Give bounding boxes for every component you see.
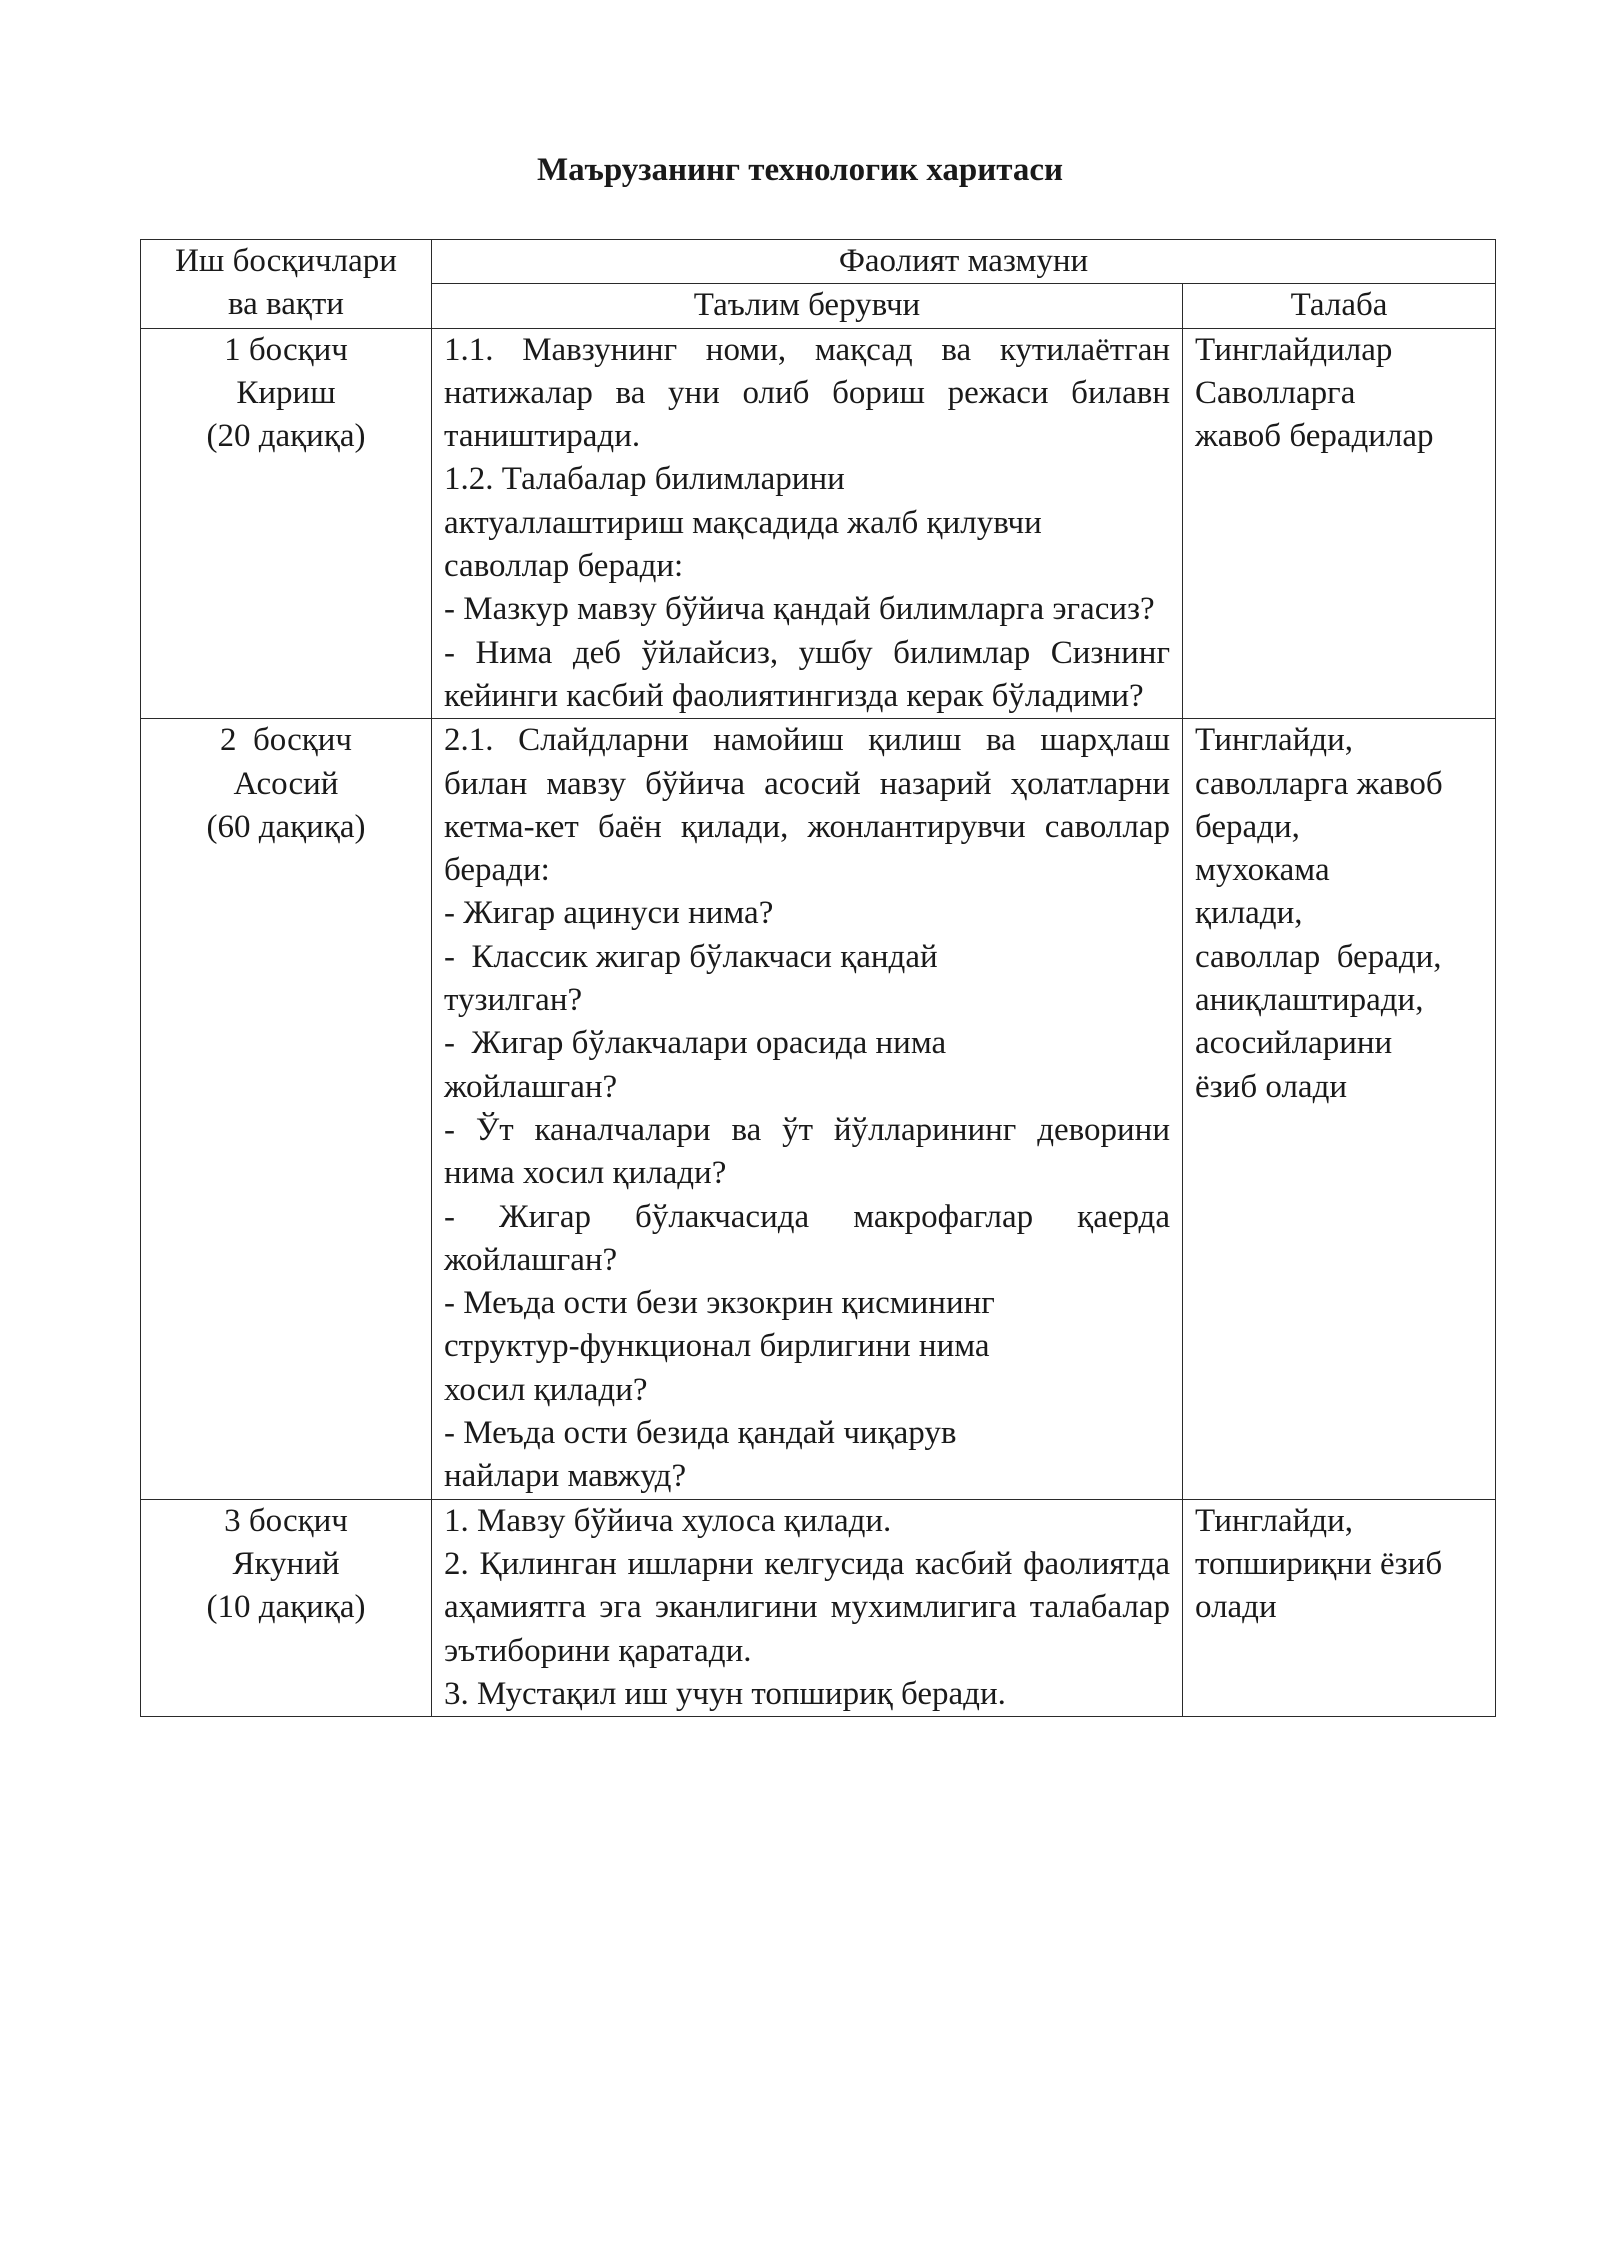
student-item: саволлар беради, xyxy=(1195,938,1442,975)
stage-number: 1 босқич xyxy=(224,331,348,368)
teacher-question: жойлашган? xyxy=(444,1068,618,1105)
teacher-item: 1. Мавзу бўйича хулоса қилади. xyxy=(444,1502,892,1539)
stage-name: Кириш xyxy=(236,374,336,411)
stage-cell xyxy=(141,328,432,719)
student-item: Саволларга xyxy=(1195,374,1356,411)
student-item: асосийларини xyxy=(1195,1025,1393,1062)
table-row xyxy=(141,719,1496,1499)
table-row xyxy=(141,328,1496,719)
header-stage-line-2: ва вақти xyxy=(228,286,344,323)
teacher-item: 2. Қилинган ишларни келгусида касбий фаолиятда аҳамиятга эга эканлигини мухимлигига талабалар эътиборини қаратади. xyxy=(444,1545,1170,1669)
stage-name: Асосий xyxy=(233,765,339,802)
technology-map-table xyxy=(140,239,1496,1717)
student-item: Тинглайдилар xyxy=(1195,331,1393,368)
header-teacher-cell: Таълим берувчи xyxy=(432,284,1183,328)
student-item: Тинглайди, xyxy=(1195,1502,1353,1539)
teacher-question: тузилган? xyxy=(444,982,583,1019)
student-item: қилади, xyxy=(1195,895,1303,932)
stage-cell xyxy=(141,719,432,1499)
student-cell xyxy=(1183,1499,1496,1716)
teacher-item: 3. Мустақил иш учун топшириқ беради. xyxy=(444,1675,1006,1712)
teacher-item: 1.2. Талабалар билимларини xyxy=(444,461,845,498)
header-student-cell: Талаба xyxy=(1183,284,1496,328)
stage-number: 2 босқич xyxy=(219,722,353,759)
student-item: жавоб берадилар xyxy=(1195,418,1434,455)
teacher-item: 2.1. Слайдларни намойиш қилиш ва шарҳлаш билан мавзу бўйича асосий назарий ҳолатларни кетма-кет баён қилади, жонлантирувчи саволлар беради: xyxy=(444,722,1170,889)
table-row xyxy=(141,1499,1496,1716)
student-item: ёзиб олади xyxy=(1195,1068,1348,1105)
student-cell xyxy=(1183,719,1496,1499)
teacher-question: - Мазкур мавзу бўйича қандай билимларга эгасиз? xyxy=(444,591,1155,628)
header-activity-cell: Фаолият мазмуни xyxy=(432,240,1496,284)
teacher-item: 1.1. Мавзунинг номи, мақсад ва кутилаётган натижалар ва уни олиб бориш режаси билавн таништиради. xyxy=(444,331,1170,455)
teacher-question: хосил қилади? xyxy=(444,1371,648,1408)
student-item: олади xyxy=(1195,1589,1277,1626)
student-item: Тинглайди, xyxy=(1195,722,1353,759)
teacher-item: актуаллаштириш мақсадида жалб қилувчи xyxy=(444,504,1042,541)
page-title: Маърузанинг технологик харитаси xyxy=(536,152,1064,188)
teacher-question: - Жигар ацинуси нима? xyxy=(444,895,774,932)
teacher-cell xyxy=(432,328,1183,719)
header-stage-cell xyxy=(141,240,432,329)
stage-duration: (60 дақиқа) xyxy=(206,808,366,845)
stage-duration: (10 дақиқа) xyxy=(206,1589,366,1626)
teacher-question: найлари мавжуд? xyxy=(444,1458,687,1495)
stage-name: Якуний xyxy=(232,1545,340,1582)
teacher-question: - Ўт каналчалари ва ўт йўлларининг деворини нима хосил қилади? xyxy=(444,1111,1170,1192)
teacher-question: - Нима деб ўйлайсиз, ушбу билимлар Сизнинг кейинги касбий фаолиятингизда керак бўладими? xyxy=(444,634,1170,714)
stage-duration: (20 дақиқа) xyxy=(206,418,366,455)
student-item: топшириқни ёзиб xyxy=(1195,1545,1443,1582)
student-item: аниқлаштиради, xyxy=(1195,982,1424,1019)
student-item: беради, xyxy=(1195,808,1300,845)
teacher-question: структур-функционал бирлигини нима xyxy=(444,1328,990,1365)
stage-number: 3 босқич xyxy=(224,1502,348,1539)
teacher-item: саволлар беради: xyxy=(444,548,684,585)
teacher-question: - Жигар бўлакчалари орасида нима xyxy=(444,1025,947,1062)
student-cell xyxy=(1183,328,1496,719)
teacher-cell xyxy=(432,719,1183,1499)
student-item: саволларга жавоб xyxy=(1195,765,1443,802)
teacher-cell xyxy=(432,1499,1183,1716)
teacher-question: - Меъда ости безида қандай чиқарув xyxy=(444,1415,957,1452)
teacher-question: - Жигар бўлакчасида макрофаглар қаерда жойлашган? xyxy=(444,1198,1170,1278)
teacher-question: - Меъда ости бези экзокрин қисмининг xyxy=(444,1285,995,1322)
teacher-question: - Классик жигар бўлакчаси қандай xyxy=(444,938,938,975)
header-stage-line-1: Иш босқичлари xyxy=(175,243,397,279)
stage-cell xyxy=(141,1499,432,1716)
student-item: мухокама xyxy=(1195,852,1330,889)
